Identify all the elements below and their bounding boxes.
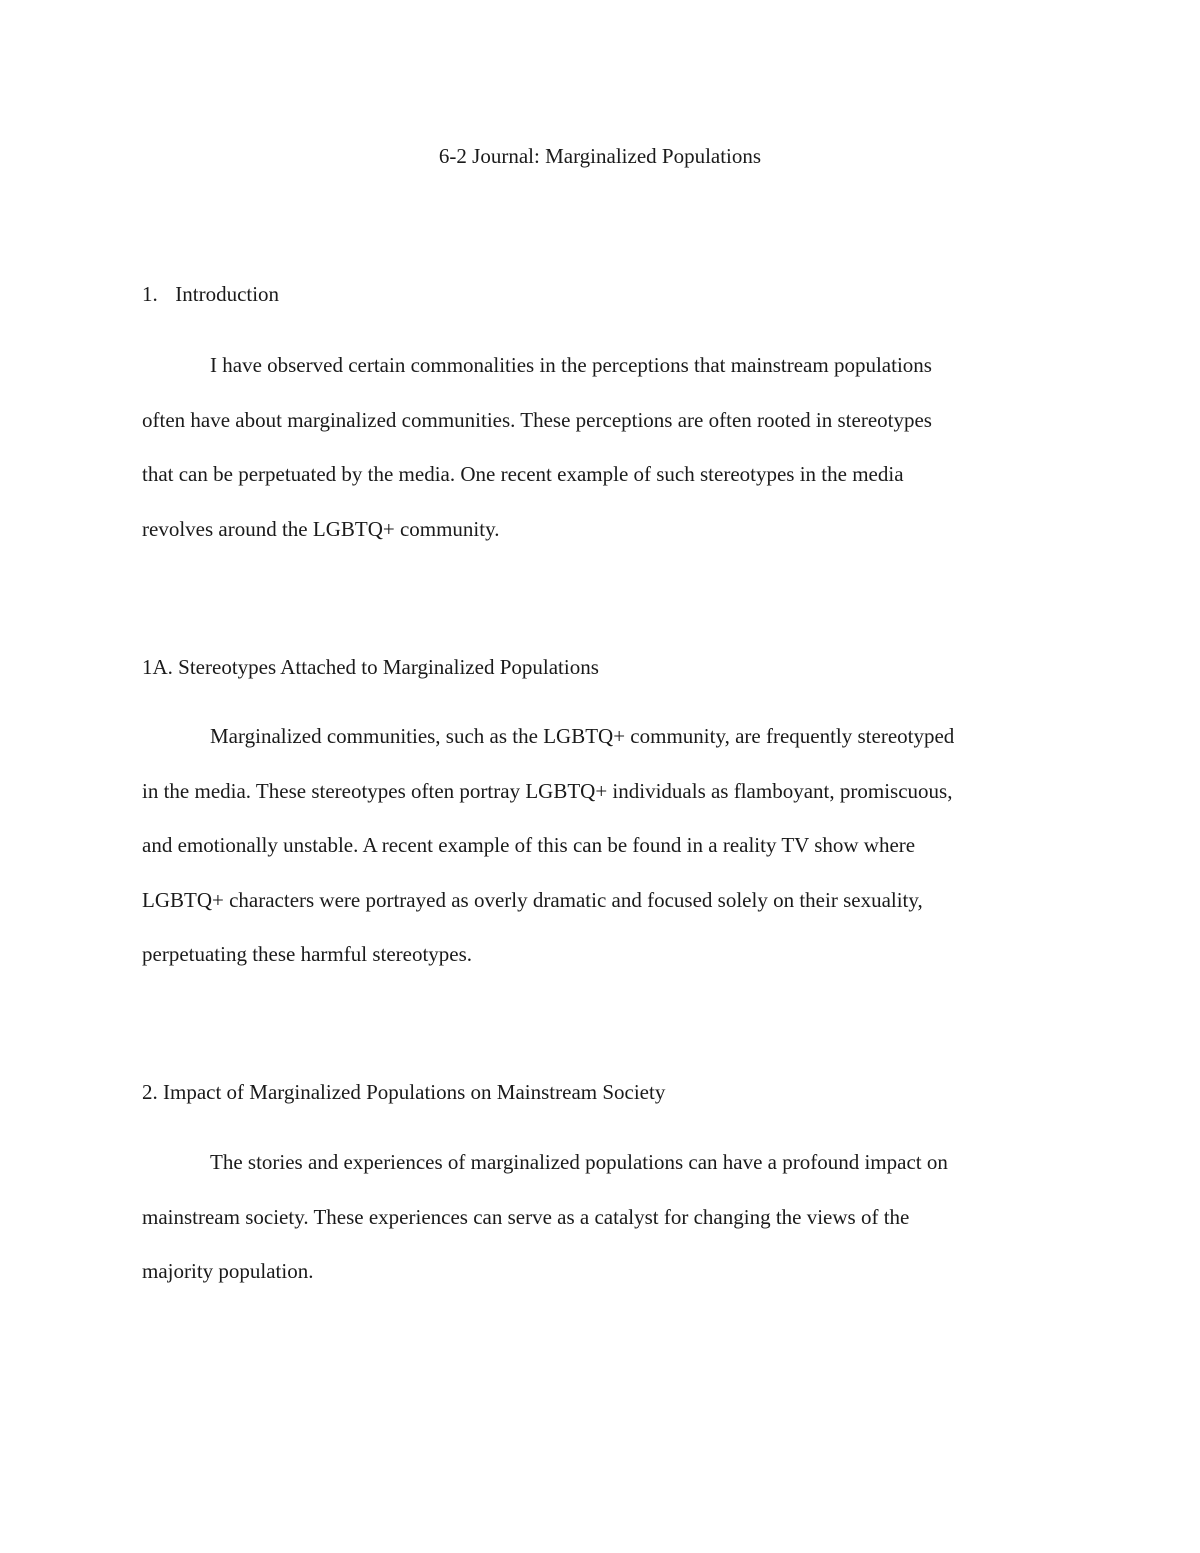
document-title: 6-2 Journal: Marginalized Populations xyxy=(438,144,762,168)
section-title: Introduction xyxy=(175,282,280,306)
section-title: Stereotypes Attached to Marginalized Populations xyxy=(178,655,599,679)
paragraph-line: I have observed certain commonalities in the perceptions that mainstream populations xyxy=(210,353,932,377)
section-heading-introduction xyxy=(142,280,279,308)
paragraph-stereotypes xyxy=(142,709,1062,982)
paragraph-line: revolves around the LGBTQ+ community. xyxy=(142,516,500,541)
section-title: Impact of Marginalized Populations on Mainstream Society xyxy=(163,1080,666,1104)
paragraph-line: in the media. These stereotypes often portray LGBTQ+ individuals as flamboyant, promiscuous, xyxy=(142,778,953,803)
paragraph-line: and emotionally unstable. A recent example of this can be found in a reality TV show where xyxy=(142,833,916,857)
paragraph-line: LGBTQ+ characters were portrayed as overly dramatic and focused solely on their sexuality, xyxy=(142,887,923,912)
section-number: 1. xyxy=(142,282,158,306)
paragraph-line: mainstream society. These experiences can serve as a catalyst for changing the views of the xyxy=(142,1204,910,1229)
paragraph-impact xyxy=(142,1135,1062,1299)
paragraph-line: The stories and experiences of marginalized populations can have a profound impact on xyxy=(210,1150,948,1174)
paragraph-line: majority population. xyxy=(142,1259,314,1283)
paragraph-line: Marginalized communities, such as the LGBTQ+ community, are frequently stereotyped xyxy=(210,724,955,748)
section-number: 2. xyxy=(142,1080,158,1104)
paragraph-introduction xyxy=(142,338,1062,556)
section-heading-impact xyxy=(142,1078,665,1106)
section-number: 1A. xyxy=(142,655,173,679)
paragraph-line: perpetuating these harmful stereotypes. xyxy=(142,942,473,966)
paragraph-line: that can be perpetuated by the media. One recent example of such stereotypes in the media xyxy=(142,462,904,486)
section-heading-stereotypes xyxy=(142,653,599,681)
paragraph-line: often have about marginalized communities. These perceptions are often rooted in stereotypes xyxy=(142,407,932,432)
